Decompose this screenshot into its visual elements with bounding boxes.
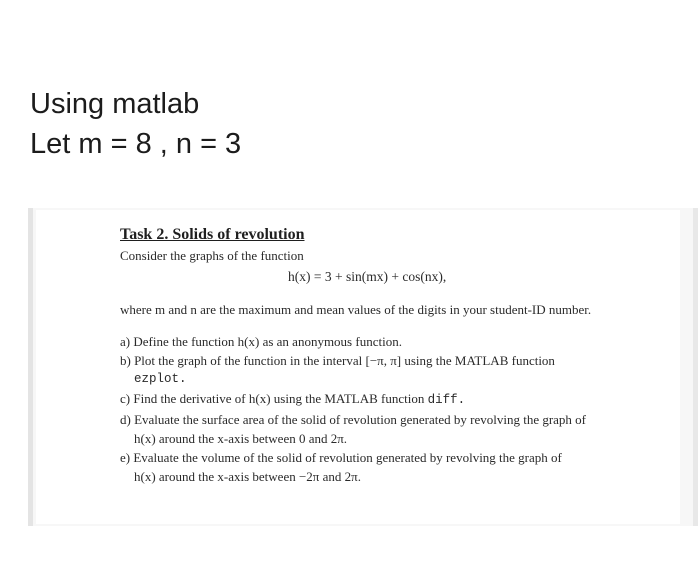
question-line-2: Let m = 8 , n = 3 <box>30 128 242 160</box>
task-where-clause: where m and n are the maximum and mean values of the digits in your student-ID number. <box>120 302 592 317</box>
item-b: b) Plot the graph of the function in the interval [−π, π] using the MATLAB function <box>120 353 555 368</box>
function-formula: h(x) = 3 + sin(mx) + cos(nx), <box>288 269 447 284</box>
task-document <box>120 225 680 486</box>
task-title: Task 2. Solids of revolution <box>120 226 305 243</box>
item-c-text: c) Find the derivative of h(x) using the MATLAB function <box>120 391 428 406</box>
item-e-continued: h(x) around the x-axis between −2π and 2π. <box>134 469 361 484</box>
item-d: d) Evaluate the surface area of the solid of revolution generated by revolving the graph of <box>120 412 587 427</box>
item-c <box>120 389 680 410</box>
question-text <box>30 84 241 164</box>
item-b-code: ezplot. <box>134 372 187 386</box>
item-d-continued: h(x) around the x-axis between 0 and 2π. <box>134 431 348 446</box>
task-intro: Consider the graphs of the function <box>120 248 304 263</box>
item-a: a) Define the function h(x) as an anonymous function. <box>120 334 402 349</box>
question-line-1: Using matlab <box>30 88 200 120</box>
item-e: e) Evaluate the volume of the solid of revolution generated by revolving the graph of <box>120 450 562 465</box>
item-c-code: diff. <box>427 393 466 407</box>
